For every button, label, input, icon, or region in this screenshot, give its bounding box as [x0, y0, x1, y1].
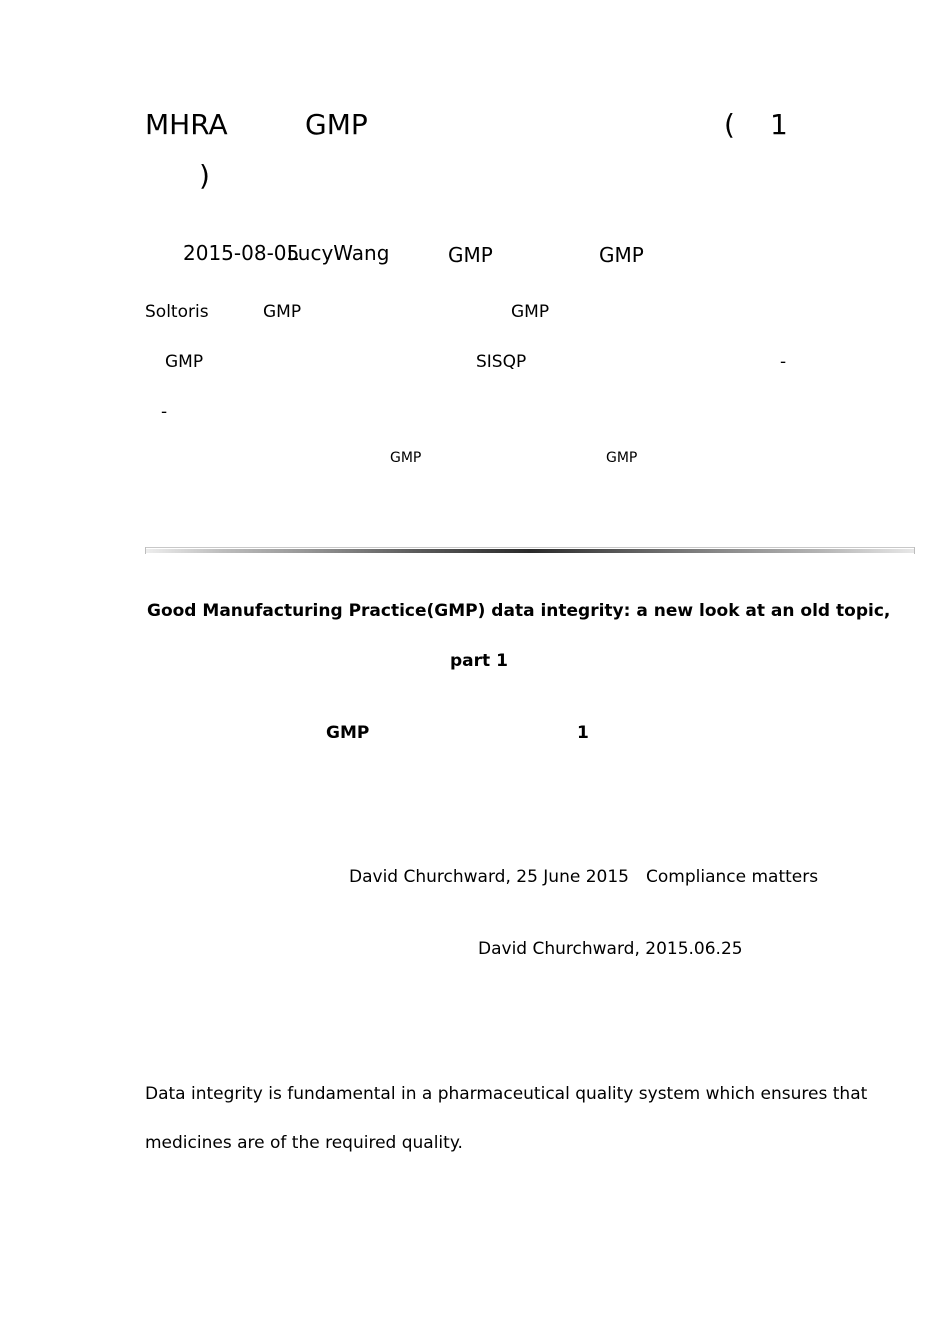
intro-line4-gmp-b: GMP	[606, 450, 638, 466]
intro-line1-gmp-b: GMP	[511, 302, 550, 322]
article-title-line2: part 1	[450, 651, 508, 671]
divider-rail	[145, 547, 915, 548]
divider-groove	[145, 549, 915, 553]
post-tag-gmp-2[interactable]: GMP	[599, 243, 644, 267]
intro-line1-gmp-a: GMP	[263, 302, 302, 322]
intro-line2-dash: -	[780, 352, 787, 372]
intro-line4-gmp-a: GMP	[390, 450, 422, 466]
article-paragraph-line2: medicines are of the required quality.	[145, 1133, 463, 1153]
title-word-gmp: GMP	[305, 108, 368, 141]
intro-line3-dash: -	[161, 402, 168, 422]
section-divider	[145, 547, 915, 555]
intro-line1-soltoris: Soltoris	[145, 302, 209, 322]
intro-line2-gmp: GMP	[165, 352, 204, 372]
post-tag-gmp-1[interactable]: GMP	[448, 243, 493, 267]
article-byline-translated: David Churchward, 2015.06.25	[478, 939, 743, 959]
article-subtitle-part: 1	[577, 723, 589, 743]
divider-cap-left	[145, 547, 146, 554]
post-date: 2015-08-05	[183, 241, 300, 265]
article-title-line1: Good Manufacturing Practice(GMP) data integrity: a new look at an old topic,	[147, 601, 891, 621]
title-part-number: 1	[770, 108, 788, 141]
article-category[interactable]: Compliance matters	[646, 867, 819, 887]
article-paragraph-line1: Data integrity is fundamental in a pharmaceutical quality system which ensures that	[145, 1084, 868, 1104]
intro-line2-sisqp: SISQP	[476, 352, 527, 372]
divider-cap-right	[914, 547, 915, 554]
article-byline: David Churchward, 25 June 2015	[349, 867, 629, 887]
title-paren-open: (	[724, 108, 735, 141]
title-word-mhra: MHRA	[145, 108, 228, 141]
post-author[interactable]: LucyWang	[287, 241, 390, 265]
article-subtitle-gmp: GMP	[326, 723, 370, 743]
title-paren-close: )	[199, 159, 210, 192]
